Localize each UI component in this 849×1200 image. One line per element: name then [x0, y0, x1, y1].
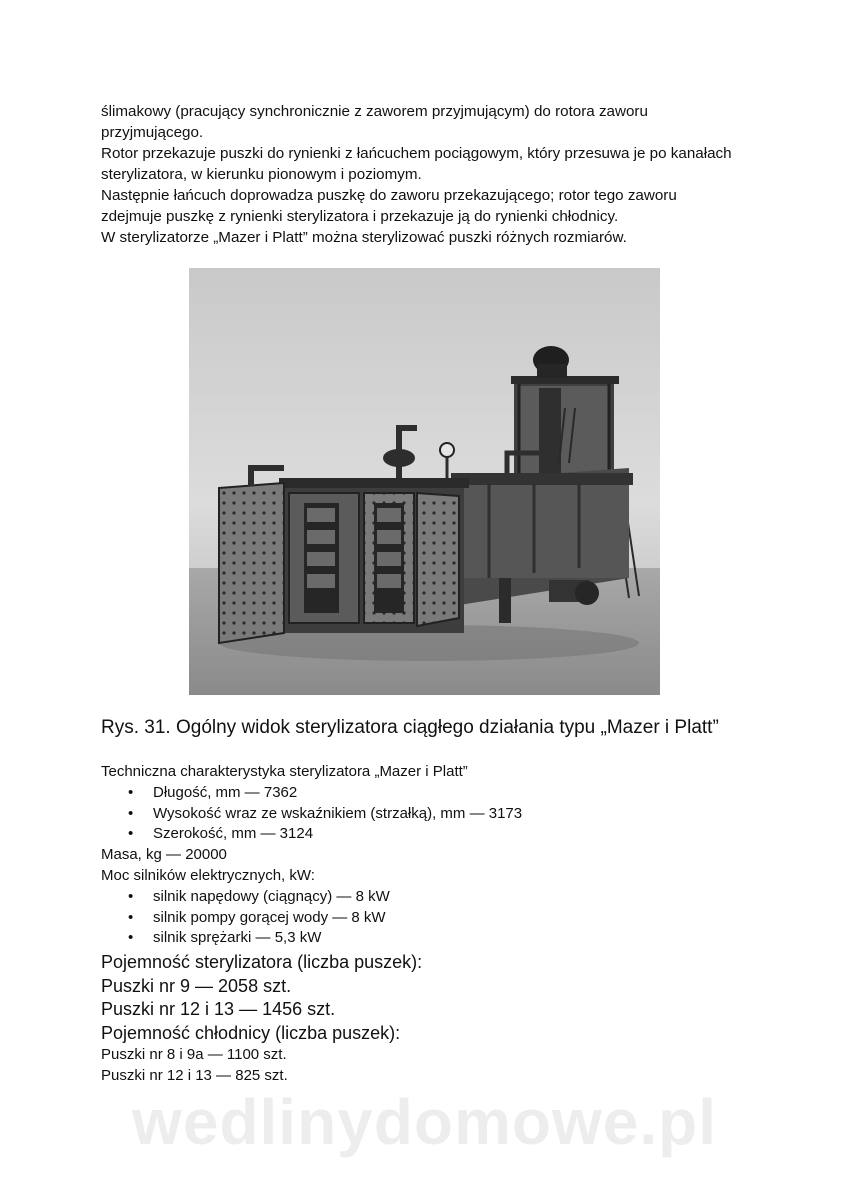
- figure-caption: Rys. 31. Ogólny widok sterylizatora ciągłego działania typu „Mazer i Platt”: [101, 717, 719, 738]
- list-item: • Wysokość wraz ze wskaźnikiem (strzałką), mm — 3173: [153, 804, 781, 825]
- capacity-line: Puszki nr 8 i 9a — 1100 szt.: [101, 1046, 287, 1064]
- mass-line: Masa, kg — 20000: [101, 846, 227, 864]
- sterilizer-photo: [189, 268, 660, 695]
- dimensions-list: [101, 783, 781, 845]
- technical-specs: [101, 762, 781, 1087]
- list-item: • silnik pompy gorącej wody — 8 kW: [153, 908, 781, 929]
- intro-paragraph: Rotor przekazuje puszki do rynienki z łańcuchem pociągowym, który przesuwa je po kanałach sterylizatora, w kierunku pionowym i poziomym.: [101, 145, 732, 183]
- list-item: • Szerokość, mm — 3124: [153, 824, 781, 845]
- specs-heading: Techniczna charakterystyka sterylizatora „Mazer i Platt”: [101, 763, 468, 780]
- intro-text: [101, 101, 741, 248]
- watermark: wedlinydomowe.pl: [132, 1086, 717, 1158]
- sterilizer-capacity-heading: Pojemność sterylizatora (liczba puszek):: [101, 952, 423, 973]
- list-item: • silnik napędowy (ciągnący) — 8 kW: [153, 887, 781, 908]
- intro-paragraph: W sterylizatorze „Mazer i Platt” można sterylizować puszki różnych rozmiarów.: [101, 229, 627, 246]
- list-item: • silnik sprężarki — 5,3 kW: [153, 928, 781, 949]
- capacity-line: Puszki nr 12 i 13 — 825 szt.: [101, 1066, 288, 1084]
- intro-paragraph: Następnie łańcuch doprowadza puszkę do zaworu przekazującego; rotor tego zaworu zdejmuje puszkę z rynienki sterylizatora i przekazuje ją do rynienki chłodnicy.: [101, 187, 677, 225]
- intro-paragraph: ślimakowy (pracujący synchronicznie z zaworem przyjmującym) do rotora zaworu przyjmującego.: [101, 103, 648, 141]
- cooler-capacity-heading: Pojemność chłodnicy (liczba puszek):: [101, 1022, 401, 1043]
- list-item: • Długość, mm — 7362: [153, 783, 781, 804]
- motors-heading: Moc silników elektrycznych, kW:: [101, 866, 315, 884]
- capacity-line: Puszki nr 12 i 13 — 1456 szt.: [101, 999, 336, 1020]
- capacity-line: Puszki nr 9 — 2058 szt.: [101, 975, 292, 996]
- motors-list: [101, 887, 781, 949]
